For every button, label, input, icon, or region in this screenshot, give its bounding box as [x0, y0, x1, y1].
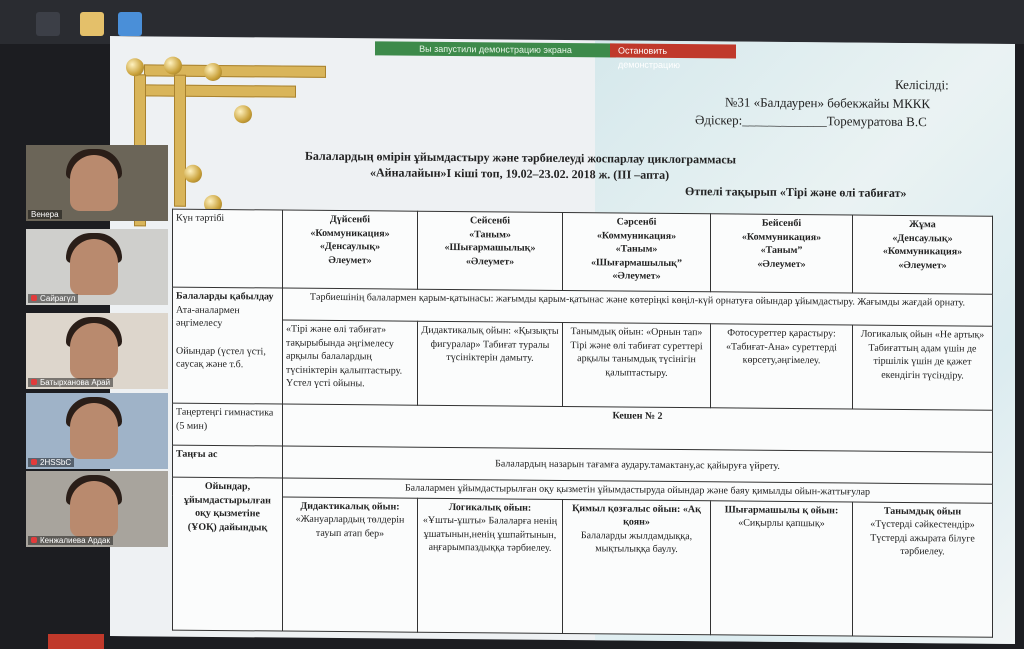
kesh-cell: Кешен № 2 — [283, 404, 993, 452]
folder-icon[interactable] — [80, 12, 104, 36]
day-name: Сәрсенбі — [616, 216, 657, 228]
day-header-tue — [418, 211, 563, 290]
day-header-wed — [563, 213, 711, 292]
ouk-label-3: (ҰОҚ) дайындық — [187, 521, 268, 533]
mic-muted-icon — [31, 295, 37, 301]
ouk-cell-title: Танымдық ойын — [883, 505, 962, 517]
approval-line-1: Келісілді: — [895, 76, 949, 93]
day-name: Бейсенбі — [761, 217, 802, 230]
participant-face — [70, 323, 118, 379]
day-area: «Коммуникация» — [310, 227, 390, 239]
participant-name-row — [28, 378, 113, 387]
taskbar-app-button[interactable] — [48, 634, 104, 649]
day-area: «Денсаулық» — [892, 232, 953, 244]
screen-share-notice: Вы запустили демонстрацию экрана — [375, 41, 616, 57]
ouk-header: Балалармен ұйымдастырылған оқу қызметін ұйымдастыруда ойындар және баяу қимылды ойын-жаттығулар — [283, 478, 993, 503]
corner-cell: Күн тәртібі — [173, 209, 283, 288]
participant-face — [70, 239, 118, 295]
ouk-label-cell — [173, 477, 283, 631]
ouk-cell-wed — [563, 499, 711, 635]
parents-label: Ата-аналармен әңгімелесу — [176, 304, 240, 330]
window-icon[interactable] — [118, 12, 142, 36]
games-cell-wed: Танымдық ойын: «Орнын тап» Тірі және өлі табиғат суреттері арқылы танымдық түсінігін қалыптастыру. — [563, 323, 711, 408]
day-area: Әлеумет» — [328, 254, 372, 266]
ouk-cell-title: Дидактикалық ойын: — [300, 500, 400, 513]
breakfast-text: Балалардың назарын тағамға аудару.тамактану,ас қайыруға үйрету. — [283, 446, 993, 484]
mic-muted-icon — [31, 379, 37, 385]
day-name: Жұма — [909, 219, 936, 231]
shared-screen — [110, 36, 1015, 644]
games-cell-mon: «Тірі және өлі табиғат» тақырыбында әңгімелесу арқылы балалардың түсініктерін қалыптастыру. Үстел үсті ойыны. — [283, 320, 418, 405]
ouk-cell-title: Логикалық ойын: — [448, 501, 532, 514]
day-name: Сейсенбі — [469, 215, 511, 227]
ouk-cell-title: Қимыл қозғалыс ойын: «Ақ қоян» — [572, 502, 701, 528]
gym-time: (5 мин) — [176, 420, 208, 432]
approval-line-3: Әдіскер:_____________Торемуратова В.С — [695, 112, 927, 130]
games-label: Ойындар (үстел үсті, саусақ және т.б. — [176, 345, 266, 371]
schedule-table — [172, 209, 993, 638]
participant-tile[interactable] — [26, 229, 168, 305]
participant-tile[interactable] — [26, 393, 168, 469]
day-header-thu — [711, 214, 853, 293]
ouk-cell-thu — [711, 500, 853, 636]
mic-muted-icon — [31, 459, 37, 465]
gym-label: Таңертеңгі гимнастика — [176, 406, 274, 419]
participant-tile[interactable] — [26, 471, 168, 547]
participant-name: Кенжалиева Ардак — [40, 536, 110, 545]
day-area: «Әлеумет» — [612, 270, 661, 282]
participant-tile[interactable] — [26, 145, 168, 221]
stop-share-button[interactable]: Остановить демонстрацию — [610, 43, 736, 58]
day-area: «Коммуникация» — [596, 229, 677, 242]
games-cell-thu: Фотосуреттер қарастыру: «Табиғат-Ана» суреттерді көрсету,әңгімелеу. — [711, 324, 853, 409]
participant-name: Сайрагүл — [40, 294, 76, 303]
participant-name-row — [28, 294, 78, 303]
ouk-cell-text: «Ұшты-ұшты» Балаларға ненің ұшатынын,ненің ұшпайтынын, аңғарымпаздыққа тәрбиелеу. — [422, 514, 558, 554]
doc-title-3: Өтпелі тақырып «Тірі және өлі табиғат» — [685, 184, 907, 201]
reception-label-cell — [173, 287, 283, 404]
ouk-label-2: ұйымдастырылған оқу қызметіне — [184, 494, 271, 520]
participant-name: Венера — [28, 210, 62, 219]
day-name: Дүйсенбі — [329, 213, 371, 226]
reception-text: Тәрбиешінің балалармен қарым-қатынасы: жағымды қарым-қатынас және көтеріңкі көңіл-күй орнатуға ойындар ұйымдастыру. Жағымды жағдай орнату. — [283, 288, 993, 326]
participant-tile[interactable] — [26, 313, 168, 389]
ouk-cell-text: «Сиқырлы қапшық» — [738, 517, 825, 530]
day-area: «Таным» — [469, 228, 511, 241]
day-area: «Коммуникация» — [741, 231, 822, 243]
participant-name: 2HSSbC — [40, 458, 72, 467]
day-area: «Денсаулық» — [319, 240, 381, 253]
day-area: «Әлеумет» — [898, 259, 947, 271]
approval-line-2: №31 «Балдаурен» бөбекжайы МККК — [725, 94, 931, 112]
app-icon[interactable] — [36, 12, 60, 36]
participant-face — [70, 481, 118, 537]
day-area: «Таным» — [615, 243, 658, 255]
participant-face — [70, 403, 118, 459]
participant-name-row — [28, 458, 74, 467]
ouk-cell-tue — [418, 498, 563, 634]
ouk-label-1: Ойындар, — [204, 480, 251, 493]
ouk-cell-title: Шығармашылы қ ойын: — [724, 503, 839, 516]
participant-name: Батырханова Арай — [40, 378, 111, 387]
day-header-mon — [283, 210, 418, 289]
day-area: «Әлеумет» — [465, 255, 515, 268]
doc-title-2: «Айналайын»І кіші топ, 19.02–23.02. 2018 ж. (ІІІ –апта) — [370, 165, 670, 182]
ouk-cell-fri — [853, 502, 993, 638]
gym-label-cell — [173, 403, 283, 446]
day-area: «Әлеумет» — [757, 258, 806, 270]
ouk-cell-text: «Түстерді сәйкестендір» Түстерді ажырата білуге тәрбиелеу. — [870, 518, 975, 558]
ouk-cell-mon — [283, 497, 418, 633]
participant-face — [70, 155, 118, 211]
day-area: «Таным” — [760, 244, 803, 257]
ouk-cell-text: Балаларды жылдамдыққа, мықтылыққа баулу. — [580, 529, 693, 556]
participant-name-row — [28, 536, 113, 545]
doc-title-1: Балалардың өмірін ұйымдастыру және тәрбиелеуді жоспарлау циклограммасы — [305, 148, 737, 167]
day-area: «Шығармашылық” — [591, 256, 682, 269]
games-cell-tue: Дидактикалық ойын: «Қызықты фигуралар» Табиғат туралы түсініктерін дамыту. — [418, 321, 563, 406]
games-cell-fri: Логикалық ойын «Не артық» Табиғаттың адам үшін де тіршілік үшін де қажет екендігін түсіндіру. — [853, 325, 993, 410]
breakfast-label: Таңғы ас — [173, 445, 283, 478]
day-area: «Коммуникация» — [882, 245, 963, 258]
day-header-fri — [853, 215, 993, 294]
mic-muted-icon — [31, 537, 37, 543]
ouk-cell-text: «Жануарлардың төлдерін тауып атап бер» — [295, 513, 405, 539]
reception-label: Балаларды қабылдау — [176, 290, 274, 303]
day-area: «Шығармашылық» — [444, 241, 536, 254]
